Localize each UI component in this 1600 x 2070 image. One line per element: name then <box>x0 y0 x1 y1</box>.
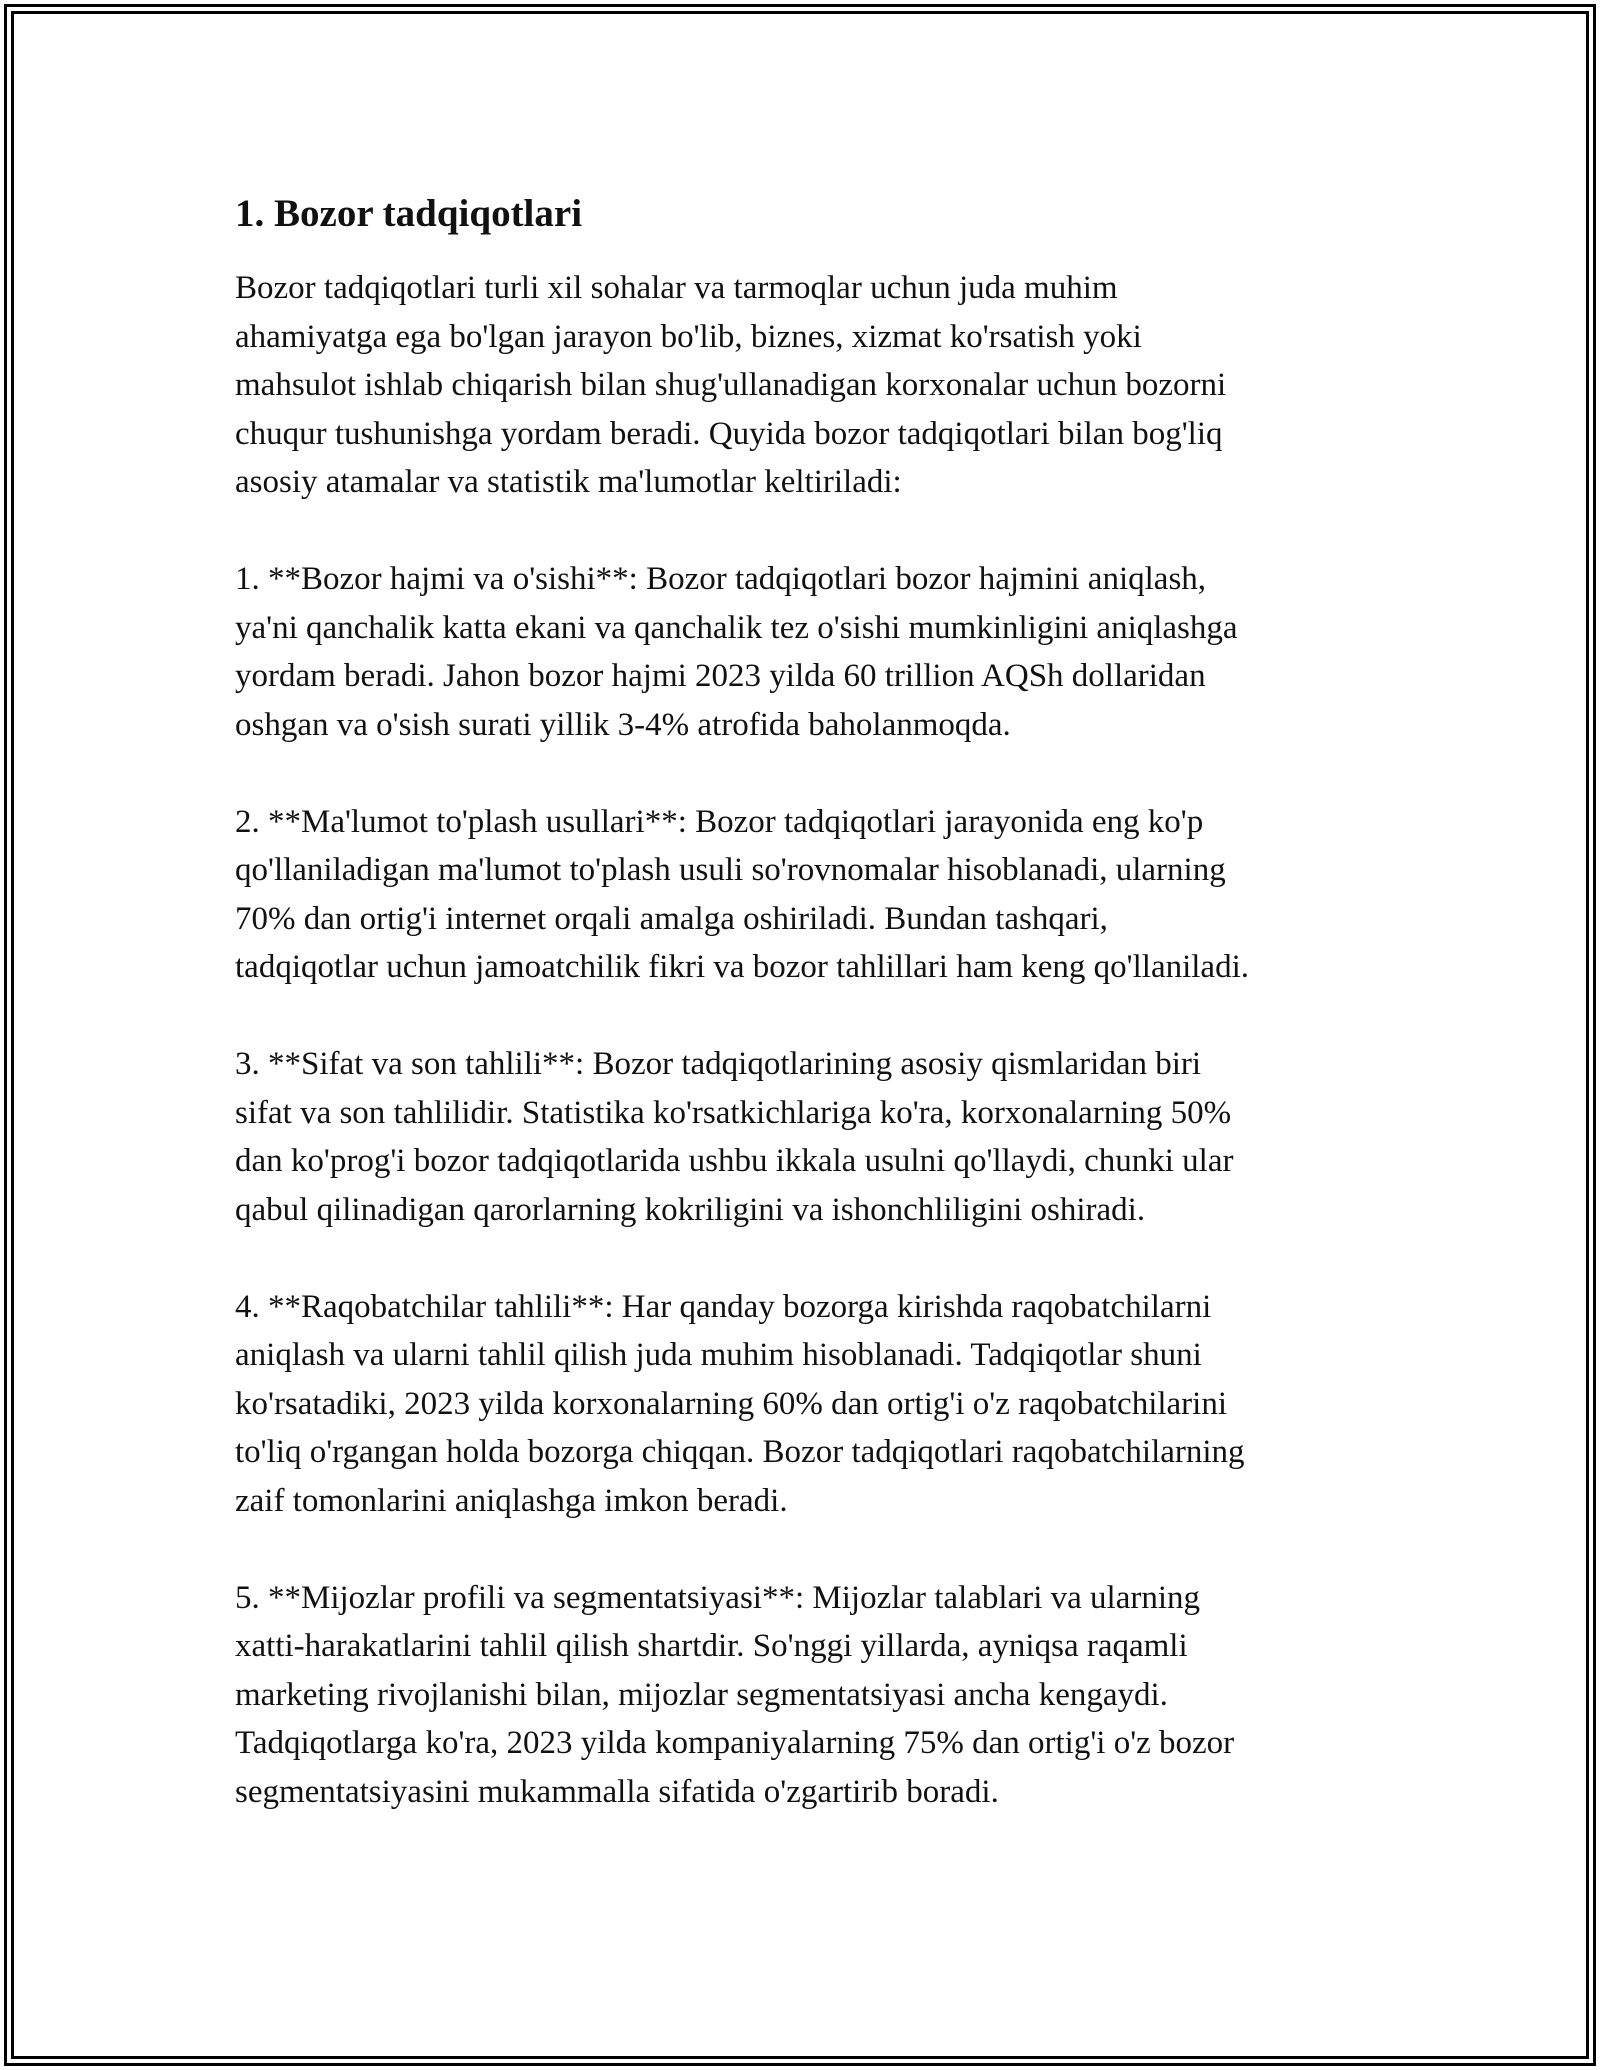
text-line: qabul qilinadigan qarorlarning kokriligini va ishonchliligini oshiradi. <box>235 1191 1146 1228</box>
text-line: 70% dan ortig'i internet orqali amalga oshiriladi. Bundan tashqari, <box>235 900 1108 937</box>
text-line: zaif tomonlarini aniqlashga imkon beradi. <box>235 1482 788 1519</box>
text-line: Tadqiqotlarga ko'ra, 2023 yilda kompaniyalarning 75% dan ortig'i o'z bozor <box>235 1725 1235 1761</box>
text-line: qo'llaniladigan ma'lumot to'plash usuli so'rovnomalar hisoblanadi, ularning <box>235 852 1226 888</box>
text-line: marketing rivojlanishi bilan, mijozlar segmentatsiyasi ancha kengaydi. <box>235 1676 1168 1713</box>
text-line: yordam beradi. Jahon bozor hajmi 2023 yilda 60 trillion AQSh dollaridan <box>235 658 1206 694</box>
text-line: sifat va son tahlilidir. Statistika ko'rsatkichlariga ko'ra, korxonalarning 50% <box>235 1094 1232 1131</box>
text-line: 1. **Bozor hajmi va o'sishi**: Bozor tadqiqotlari bozor hajmini aniqlash, <box>235 561 1207 597</box>
text-line: dan ko'prog'i bozor tadqiqotlarida ushbu ikkala usulni qo'llaydi, chunki ular <box>235 1143 1234 1179</box>
item-paragraph-competitors <box>235 1283 1375 1526</box>
item-paragraph-customer-segmentation <box>235 1574 1375 1817</box>
text-line: tadqiqotlar uchun jamoatchilik fikri va bozor tahlillari ham keng qo'llaniladi. <box>235 949 1249 985</box>
item-paragraph-data-collection <box>235 798 1375 992</box>
text-line: to'liq o'rgangan holda bozorga chiqqan. Bozor tadqiqotlari raqobatchilarning <box>235 1434 1245 1470</box>
text-line: 3. **Sifat va son tahlili**: Bozor tadqiqotlarining asosiy qismlaridan biri <box>235 1046 1202 1082</box>
text-line: chuqur tushunishga yordam beradi. Quyida bozor tadqiqotlari bilan bog'liq <box>235 415 1223 452</box>
text-line: oshgan va o'sish surati yillik 3-4% atrofida baholanmoqda. <box>235 706 1011 743</box>
intro-paragraph <box>235 264 1375 507</box>
text-line: segmentatsiyasini mukammalla sifatida o'zgartirib boradi. <box>235 1773 999 1810</box>
text-line: aniqlash va ularni tahlil qilish juda muhim hisoblanadi. Tadqiqotlar shuni <box>235 1337 1202 1373</box>
text-line: 5. **Mijozlar profili va segmentatsiyasi**: Mijozlar talablari va ularning <box>235 1579 1200 1616</box>
text-line: Bozor tadqiqotlari turli xil sohalar va tarmoqlar uchun juda muhim <box>235 270 1118 306</box>
text-line: ya'ni qanchalik katta ekani va qanchalik tez o'sishi mumkinligini aniqlashga <box>235 609 1238 646</box>
section-heading: 1. Bozor tadqiqotlari <box>235 192 583 235</box>
text-line: xatti-harakatlarini tahlil qilish shartdir. So'nggi yillarda, ayniqsa raqamli <box>235 1628 1188 1664</box>
text-line: mahsulot ishlab chiqarish bilan shug'ullanadigan korxonalar uchun bozorni <box>235 367 1227 403</box>
document-body <box>235 186 1375 1865</box>
text-line: ahamiyatga ega bo'lgan jarayon bo'lib, biznes, xizmat ko'rsatish yoki <box>235 318 1142 355</box>
text-line: 2. **Ma'lumot to'plash usullari**: Bozor tadqiqotlari jarayonida eng ko'p <box>235 803 1204 840</box>
text-line: ko'rsatadiki, 2023 yilda korxonalarning 60% dan ortig'i o'z raqobatchilarini <box>235 1385 1227 1422</box>
text-line: asosiy atamalar va statistik ma'lumotlar keltiriladi: <box>235 464 902 500</box>
item-paragraph-quality-quantity <box>235 1040 1375 1234</box>
item-paragraph-market-size <box>235 555 1375 749</box>
text-line: 4. **Raqobatchilar tahlili**: Har qanday bozorga kirishda raqobatchilarni <box>235 1288 1212 1325</box>
